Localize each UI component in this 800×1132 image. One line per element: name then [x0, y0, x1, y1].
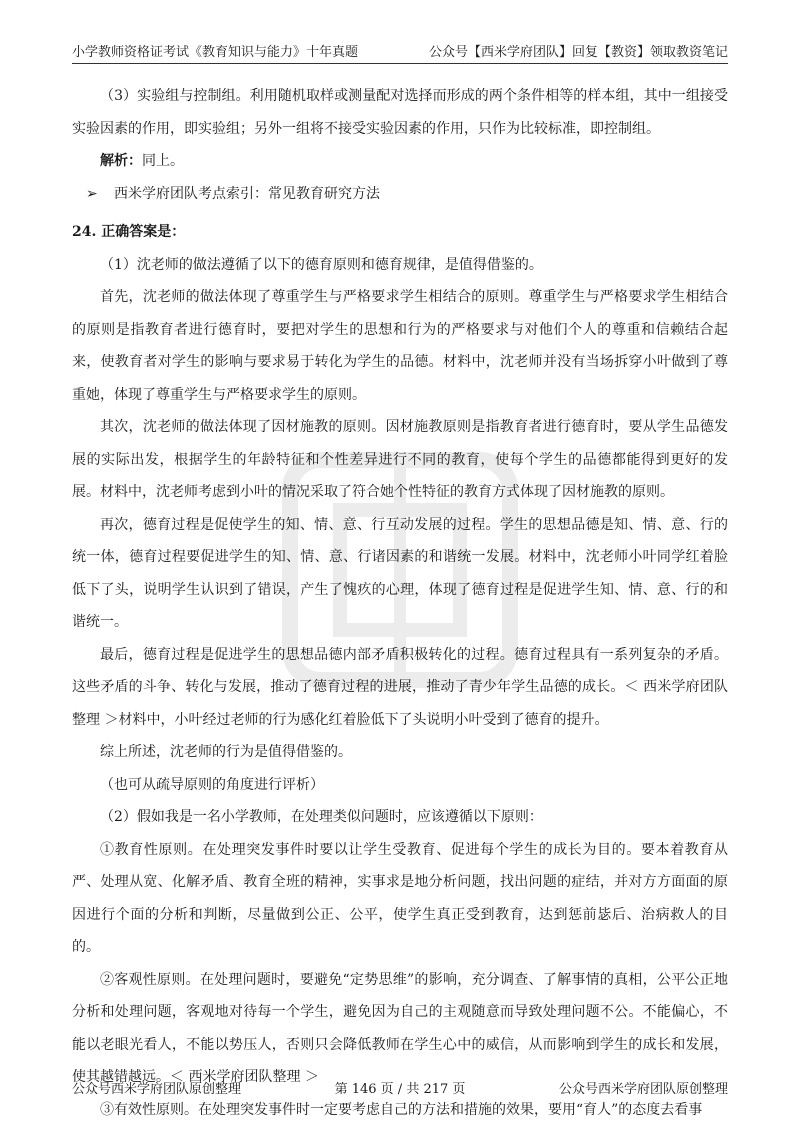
header-right-text: 公众号【西米学府团队】回复【教资】领取教资笔记	[428, 45, 728, 60]
footer-right-text: 公众号西米学府团队原创整理	[558, 1082, 728, 1097]
paragraph-first: 首先，沈老师的做法体现了尊重学生与严格要求学生相结合的原则。尊重学生与严格要求学生相结合的原则是指教育者进行德育时，要把对学生的思想和行为的严格要求与对他们个人的尊重和信赖结合起来，使教育者对学生的影响与要求易于转化为学生的品德。材料中，沈老师并没有当场拆穿小叶做到了尊重她，体现了尊重学生与严格要求学生的原则。	[72, 289, 728, 403]
arrow-bullet-icon: ➢	[86, 185, 98, 202]
paragraph-summary: 综上所述，沈老师的行为是值得借鉴的。	[100, 744, 352, 760]
analysis-label: 解析：	[100, 153, 142, 169]
paragraph-principle-3: ③有效性原则。在处理突发事件时一定要考虑自己的方法和措施的效果，要用“育人”的态度去看事	[100, 1101, 703, 1118]
paragraph-second: 其次，沈老师的做法体现了因材施教的原则。因材施教原则是指教育者进行德育时，要从学生品德发展的实际出发，根据学生的年龄特征和个性差异进行不同的教育，使每个学生的品德都能得到更好的发展。材料中，沈老师考虑到小叶的情况采取了符合她个性特征的教育方式体现了因材施教的原则。	[72, 419, 728, 500]
paragraph-third: 再次，德育过程是促使学生的知、情、意、行互动发展的过程。学生的思想品德是知、情、意、行的统一体，德育过程要促进学生的知、情、意、行诸因素的和谐统一发展。材料中，沈老师小叶同学红着脸低下了头，说明学生认识到了错误，产生了愧疚的心理，体现了德育过程是促进学生知、情、意、行的和谐统一。	[72, 516, 728, 630]
paragraph-note: （也可从疏导原则的角度进行评析）	[100, 776, 324, 793]
question-24-heading: 24. 正确答案是：	[72, 224, 186, 240]
page-footer	[72, 1078, 728, 1097]
analysis-line	[72, 145, 728, 178]
paragraph-intro: （1）沈老师的做法遵循了以下的德育原则和德育规律，是值得借鉴的。	[100, 256, 543, 273]
analysis-text: 同上。	[142, 153, 184, 169]
paragraph-part-2: （2）假如我是一名小学教师，在处理类似问题时，应该遵循以下原则：	[100, 809, 543, 825]
index-bullet-text: 西米学府团队考点索引：常见教育研究方法	[114, 185, 380, 202]
footer-left-text: 公众号西米学府团队原创整理	[72, 1082, 242, 1097]
paragraph-last: 最后，德育过程是促进学生的思想品德内部矛盾积极转化的过程。德育过程具有一系列复杂的矛盾。这些矛盾的斗争、转化与发展，推动了德育过程的进展，推动了青少年学生品德的成长。＜ 西米学府团队整理 ＞材料中，小叶经过老师的行为感化红着脸低下了头说明小叶受到了德育的提升。	[72, 646, 728, 728]
page-number: 第 146 页 / 共 217 页	[334, 1082, 466, 1097]
paragraph-principle-1: ①教育性原则。在处理突发事件时要以让学生受教育、促进每个学生的成长为目的。要本着教育从严、处理从宽、化解矛盾、教育全班的精神，实事求是地分析问题，找出问题的症结，并对方方面面的原因进行个面的分析和判断，尽量做到公正、公平，使学生真正受到教育，达到惩前毖后、治病救人的目的。	[72, 841, 728, 955]
paragraph-experiment-control: （3）实验组与控制组。利用随机取样或测量配对选择而形成的两个条件相等的样本组，其中一组接受实验因素的作用，即实验组；另外一组将不接受实验因素的作用，只作为比较标准，即控制组。	[72, 88, 728, 137]
page-header	[72, 36, 728, 64]
page-content	[72, 80, 728, 1126]
paragraph-principle-2: ②客观性原则。在处理问题时，要避免“定势思维”的影响，充分调查、了解事情的真相，公平公正地分析和处理问题，客观地对待每一个学生，避免因为自己的主观随意而导致处理问题不公。不能偏心，不能以老眼光看人，不能以势压人，否则只会降低教师在学生心中的威信，从而影响到学生的成长和发展，使其越错越远。＜ 西米学府团队整理 ＞	[72, 971, 728, 1085]
header-left-text: 小学教师资格证考试《教育知识与能力》十年真题	[72, 45, 359, 60]
index-bullet	[72, 178, 728, 211]
